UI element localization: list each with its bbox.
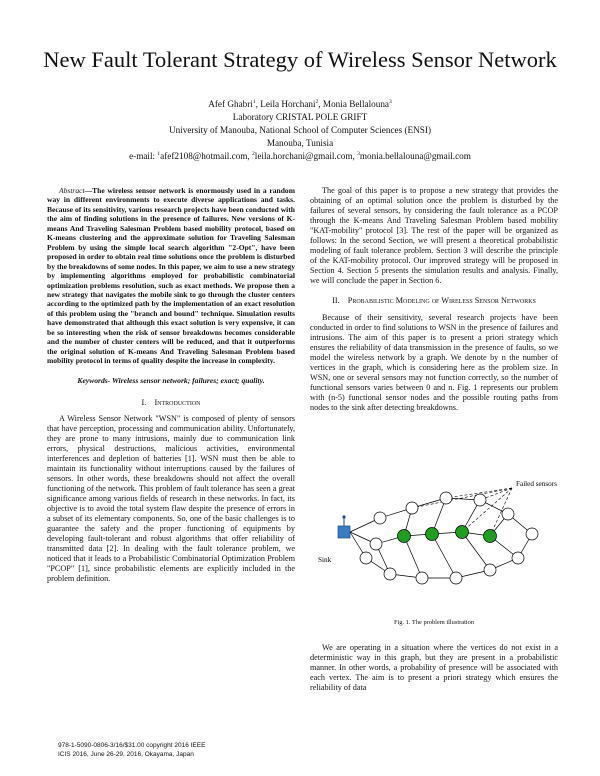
node [370,538,382,550]
author-2-mark: 2 [315,98,319,105]
email-3-mark: 3 [357,150,360,157]
email-label: e-mail: [129,151,156,161]
section-1-title: Introduction [154,397,201,407]
email-2-mark: 2 [252,150,255,157]
failed-node [484,530,497,543]
section-1-body: A Wireless Sensor Network "WSN" is composed of plenty of sensors that have perception, processing and communication ability. Unfortunately, they are prone to many intrusions, mainly due to communication link errors, physical destructions, malicious activities, environmental interferences and depletion of batteries [1]. WSN must then be able to maintain its functionality without interruptions caused by the failures of sensors. In other words, these breakdowns should not affect the overall functioning of the network. This problem of fault tolerance has seen a great significance among various fields of research in these networks. In fact, its objective is to avoid the total system flaw despite the presence of errors in a subset of its elementary components. So, one of the basic challenges is to guarantee the safety and the proper functioning of equipments by developing fault-tolerant and robust algorithms that offer reliability of transmitted data [2]. In dealing with the fault tolerance problem, we noticed that it leads to a Probabilistic Combinatorial Optimization Problem "PCOP" [1], since probabilistic elements are explicitly included in the problem definition. [47,413,295,584]
intro-continued: The goal of this paper is to propose a new strategy that provides the obtaining of an optimal solution once the problem is disturbed by the failures of several sensors, by considering the fault tolerance as a PCOP through the K-means And Traveling Salesman Problem based mobility "KAT-mobility" protocol [3]. The rest of the paper will be organized as follows: In the second Section, we will present a theoretical probabilistic modeling of fault tolerance problem. Section 3 will describe the principle of the KAT-mobility protocol. Our improved strategy will be proposed in Section 4. Section 5 presents the simulation results and analysis. Finally, we will conclude the paper in Section 6. [310,186,558,286]
sink-icon [338,515,350,538]
university: University of Manouba, National School of Computer Sciences (ENSI) [168,125,432,135]
author-line: Afef Ghabri$^1$, Leila Horchani$^2$, Monia Bellalouna$^3$ [208,98,392,109]
email-line [40,151,560,163]
author-3: Monia Bellalouna [322,99,390,109]
node [440,492,452,504]
failed-nodes [398,526,497,543]
node [502,508,514,520]
node [374,512,386,524]
figure-caption-block [310,618,558,693]
section-1-number: I. [141,397,147,407]
lab-name: Laboratory CRISTAL POLE GRIFT [232,112,368,122]
node [406,502,418,514]
section-2-heading [310,296,558,306]
failed-node [398,530,411,543]
keywords: Keywords- Wireless sensor network; failures; exact; quality. [77,375,265,385]
abstract [47,186,295,366]
email-1[interactable]: afef2108@hotmail.com, [160,151,250,161]
after-figure-text: We are operating in a situation where the vertices do not exist in a deterministic way in this graph, but they are present in a probabilistic manner. In other words, a probability of presence will be associated with each vertex. The aim is to present a priori strategy which ensures the reliability of data [310,643,558,693]
figure-1-caption: Fig. 1. The problem illustration [393,619,475,626]
section-2-body: Because of their sensitivity, several research projects have been conducted in order to find solutions to WSN in the presence of failures and intrusions. The aim of this paper is to present a priori strategy which ensures the reliability of data transmission in the presence of faults, so we model the wireless network by a graph. We denote by n the number of vertices in the graph, which is considering here as the problem size. In WSN, one or several sensors may not function correctly, so the number of functional sensors varies between 0 and n. Fig. 1 represents our problem with (n-5) functional sensor nodes and the possible routing paths from nodes to the sink after detecting breakdowns. [310,312,558,412]
failed-node [426,528,439,541]
abstract-label: Abstract [59,186,85,195]
failed-sensors-label: Failed sensors [516,480,557,488]
author-3-mark: 3 [389,98,392,105]
sink-label: Sink [318,556,332,564]
author-1-mark: 1 [252,98,256,105]
figure-1 [314,474,562,614]
node [474,494,486,506]
abstract-text: —The wireless sensor network is enormously used in a random way in different environments to execute diverse applications and tasks. Because of its sensitivity, various research projects have been conducted with the aim of finding solutions in the presence of failures. New versions of K-means And Traveling Salesman Problem based mobility protocol, based on K-means clustering and the approximate solution for Traveling Salesman Problem by using the simple local search algorithm "2-Opt", have been proposed in order to obtain real time solutions once the problem is disturbed by the breakdowns of some nodes. In this paper, we aim to use a new strategy by implementing algorithms employed for probabilistic combinatorial optimization problems resolution, such as exact methods. We propose then a new strategy that navigates the mobile sink to go through the cluster centers according to the optimized path by the implementation of an exact resolution of this problem using the "branch and bound" technique. Simulation results have demonstrated that although this exact solution is very expensive, it can be so interesting when the risk of sensor breakdowns becomes considerable and the number of cluster centers will be reduced, and that it outperforms the original solution of K-means And Traveling Salesman Problem based mobility protocol in terms of quality despite the increase in complexity. [47,186,296,366]
node [416,572,428,584]
failed-node [456,526,469,539]
author-2: Leila Horchani [260,99,316,109]
email-3[interactable]: monia.bellalouna@gmail.com [359,151,471,161]
email-2[interactable]: leila.horchani@gmail.com, [254,151,355,161]
node [360,552,372,564]
paper-title: New Fault Tolerant Strategy of Wireless Sensor Network [43,47,557,72]
white-nodes [360,492,538,584]
right-column [310,186,558,413]
email-1-mark: 1 [157,150,161,157]
section-2-title: Probabilistic Modeling of Wireless Sensor Networks [347,296,536,306]
node [450,572,462,584]
city: Manouba, Tunisia [266,138,334,148]
node [384,568,396,580]
conference-line: ICIS 2016, June 26-29, 2016, Okayama, Japan [58,751,194,758]
node [512,552,524,564]
left-column [47,186,295,585]
node [484,564,496,576]
section-1-heading [47,398,295,408]
section-2-number: II. [332,296,340,306]
copyright-line: 978-1-5090-0806-3/16/$31.00 copyright 2016 IEEE [58,742,206,749]
node [526,528,538,540]
author-1: Afef Ghabri [208,99,253,109]
